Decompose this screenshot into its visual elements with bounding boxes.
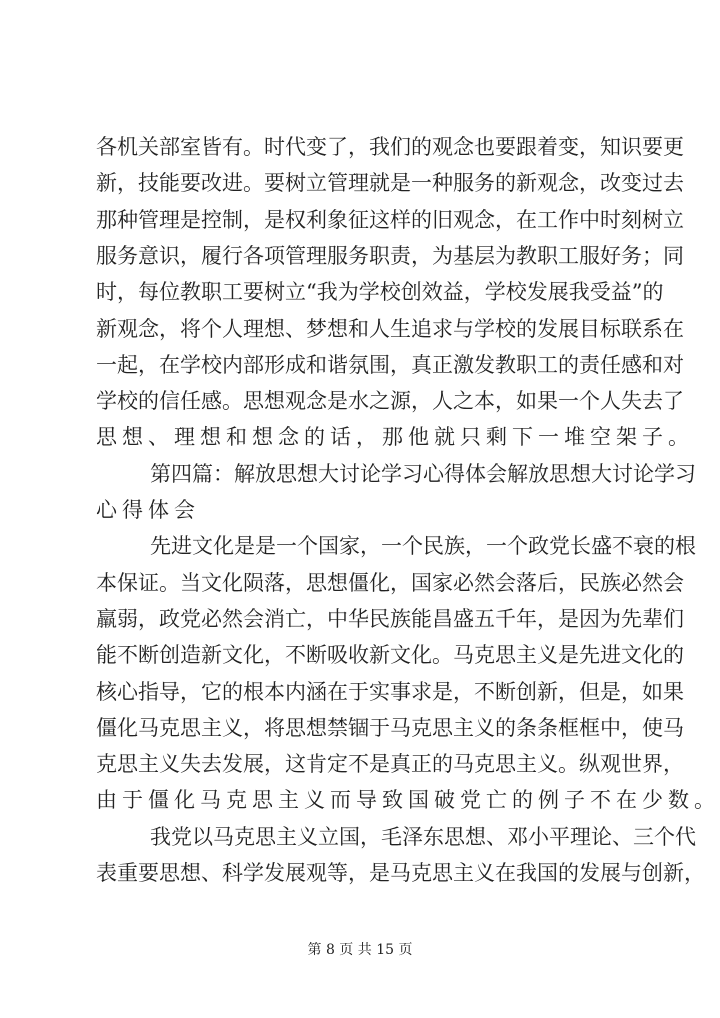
text-line: 克思主义失去发展，这肯定不是真正的马克思主义。纵观世界， — [96, 752, 684, 777]
text-line: 心得体会 — [96, 498, 200, 522]
text-line: 羸弱，政党必然会消亡，中华民族能昌盛五千年，是因为先辈们 — [96, 606, 684, 631]
text-line: 一起，在学校内部形成和谐氛围，真正激发教职工的责任感和对 — [96, 352, 684, 377]
text-line: 表重要思想、科学发展观等，是马克思主义在我国的发展与创新， — [96, 861, 705, 885]
text-line: 新，技能要改进。要树立管理就是一种服务的新观念，改变过去 — [96, 171, 684, 196]
text-line: 核心指导，它的根本内涵在于实事求是，不断创新，但是，如果 — [96, 679, 684, 704]
text-line: 能不断创造新文化，不断吸收新文化。马克思主义是先进文化的 — [96, 643, 684, 668]
text-line: 僵化马克思主义，将思想禁锢于马克思主义的条条框框中，使马 — [96, 715, 684, 740]
text-line: 思想、理想和想念的话，那他就只剩下一堆空架子。 — [96, 425, 694, 450]
text-line: 新观念，将个人理想、梦想和人生追求与学校的发展目标联系在 — [96, 316, 684, 341]
text-line: 本保证。当文化陨落，思想僵化，国家必然会落后，民族必然会 — [96, 570, 684, 595]
page-footer: 第 8 页 共 15 页 — [307, 942, 413, 958]
text-line: 服务意识，履行各项管理服务职责，为基层为教职工服好务；同 — [96, 243, 684, 268]
text-line: 各机关部室皆有。时代变了，我们的观念也要跟着变，知识要更 — [96, 135, 684, 159]
text-line: 第四篇：解放思想大讨论学习心得体会解放思想大讨论学习 — [150, 461, 696, 486]
text-line: 那种管理是控制，是权利象征这样的旧观念，在工作中时刻树立 — [96, 207, 684, 232]
text-line: 我党以马克思主义立国，毛泽东思想、邓小平理论、三个代 — [150, 824, 696, 849]
text-line: 学校的信任感。思想观念是水之源，人之本，如果一个人失去了 — [96, 389, 684, 414]
text-line: 由于僵化马克思主义而导致国破党亡的例子不在少数。 — [96, 788, 720, 813]
text-line: 先进文化是是一个国家，一个民族，一个政党长盛不衰的根 — [150, 534, 696, 559]
text-line: 时，每位教职工要树立“我为学校创效益，学校发展我受益”的 — [96, 280, 664, 305]
